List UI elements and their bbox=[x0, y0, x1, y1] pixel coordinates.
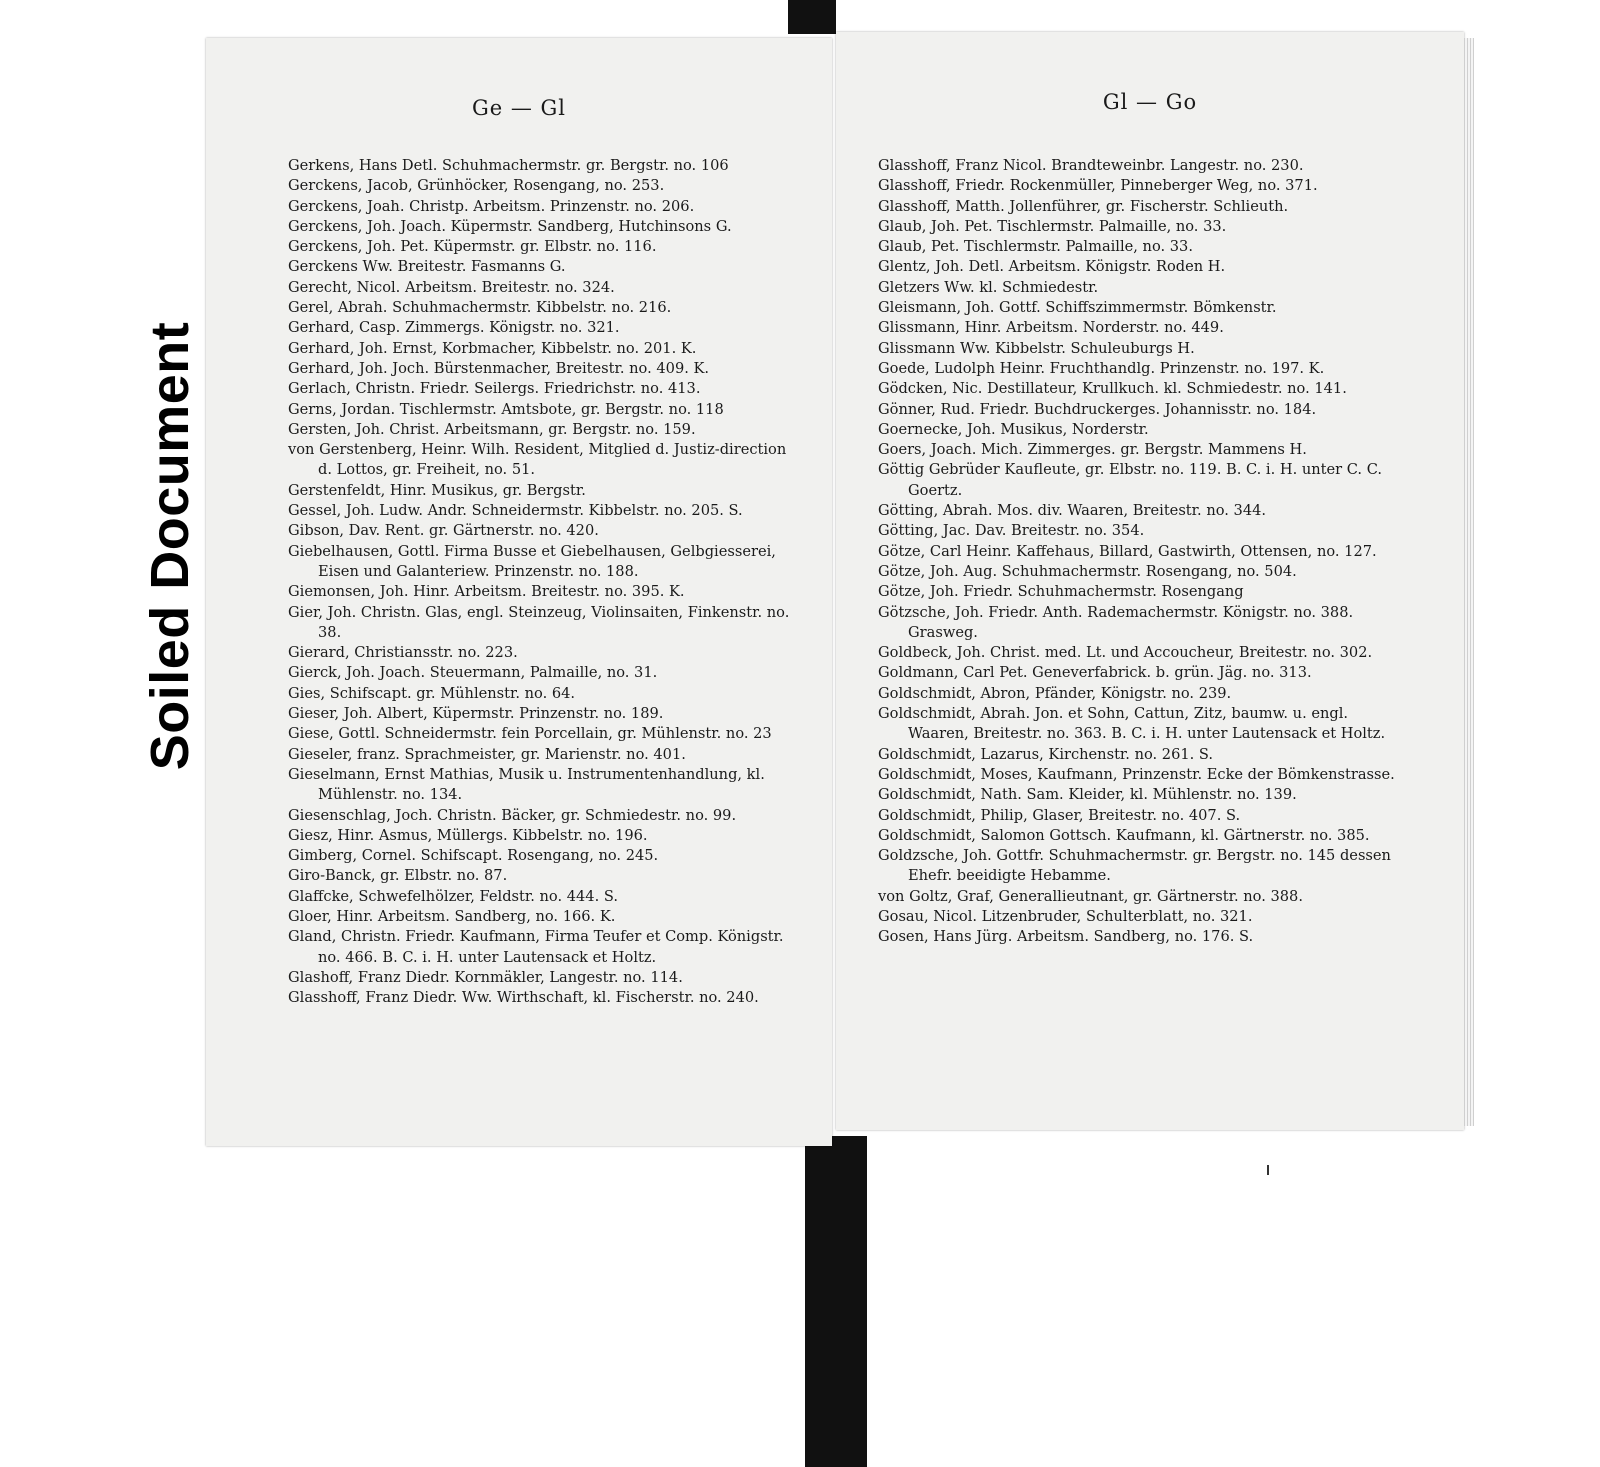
directory-entry: Giemonsen, Joh. Hinr. Arbeitsm. Breitestr. no. 395. K. bbox=[288, 583, 685, 601]
directory-entry: Götting, Abrah. Mos. div. Waaren, Breitestr. no. 344. bbox=[878, 502, 1267, 520]
directory-entry: Gerlach, Christn. Friedr. Seilergs. Friedrichstr. no. 413. bbox=[288, 380, 701, 398]
directory-entry: Goldbeck, Joh. Christ. med. Lt. und Accoucheur, Breitestr. no. 302. bbox=[878, 644, 1373, 662]
directory-entry: Goldschmidt, Abron, Pfänder, Königstr. no. 239. bbox=[878, 684, 1232, 702]
right-page bbox=[836, 32, 1464, 1130]
directory-entry: Götze, Joh. Aug. Schuhmachermstr. Rosengang, no. 504. bbox=[878, 562, 1297, 580]
soiled-document-label bbox=[126, 296, 214, 796]
directory-entry: Gierard, Christiansstr. no. 223. bbox=[288, 644, 518, 662]
directory-entry: Gödcken, Nic. Destillateur, Krullkuch. kl. Schmiedestr. no. 141. bbox=[878, 380, 1347, 398]
directory-entry: Goldmann, Carl Pet. Geneverfabrick. b. grün. Jäg. no. 313. bbox=[878, 664, 1312, 682]
directory-entry: Gerckens, Joh. Joach. Küpermstr. Sandberg, Hutchinsons G. bbox=[288, 217, 732, 235]
directory-entry: Glissmann, Hinr. Arbeitsm. Norderstr. no. 449. bbox=[878, 319, 1224, 337]
soiled-document-text: Soiled Document bbox=[140, 321, 200, 771]
directory-entry: Glaffcke, Schwefelhölzer, Feldstr. no. 444. S. bbox=[288, 887, 618, 905]
directory-entry: Gersten, Joh. Christ. Arbeitsmann, gr. Bergstr. no. 159. bbox=[288, 420, 696, 438]
directory-entry: Gerckens, Jacob, Grünhöcker, Rosengang, no. 253. bbox=[288, 177, 665, 195]
directory-entry: Giro-Banck, gr. Elbstr. no. 87. bbox=[288, 867, 508, 885]
directory-entry: Glaub, Pet. Tischlermstr. Palmaille, no. 33. bbox=[878, 238, 1193, 256]
directory-entry: Gerhard, Casp. Zimmergs. Königstr. no. 321. bbox=[288, 319, 620, 337]
directory-entry: Gerstenfeldt, Hinr. Musikus, gr. Bergstr. bbox=[288, 481, 586, 499]
directory-entry: Gerel, Abrah. Schuhmachermstr. Kibbelstr. no. 216. bbox=[288, 299, 672, 317]
directory-entry: Gieseler, franz. Sprachmeister, gr. Marienstr. no. 401. bbox=[288, 745, 686, 763]
directory-entry: Gosen, Hans Jürg. Arbeitsm. Sandberg, no. 176. S. bbox=[878, 928, 1254, 946]
directory-entry: Gloer, Hinr. Arbeitsm. Sandberg, no. 166. K. bbox=[288, 907, 616, 925]
directory-entry: Gierck, Joh. Joach. Steuermann, Palmaille, no. 31. bbox=[288, 664, 658, 682]
directory-entry: Götze, Carl Heinr. Kaffehaus, Billard, Gastwirth, Ottensen, no. 127. bbox=[878, 542, 1377, 560]
directory-entry: Gland, Christn. Friedr. Kaufmann, Firma Teufer et Comp. Königstr. no. 466. B. C. i. H. unter Lautensack et Holtz. bbox=[288, 928, 784, 966]
directory-entry: Gies, Schifscapt. gr. Mühlenstr. no. 64. bbox=[288, 684, 576, 702]
directory-entry: Gerckens, Joah. Christp. Arbeitsm. Prinzenstr. no. 206. bbox=[288, 197, 695, 215]
directory-entry: Gerecht, Nicol. Arbeitsm. Breitestr. no. 324. bbox=[288, 278, 615, 296]
directory-entry: Götting, Jac. Dav. Breitestr. no. 354. bbox=[878, 522, 1145, 540]
stray-mark bbox=[1267, 1165, 1269, 1175]
directory-entry: Gerckens, Joh. Pet. Küpermstr. gr. Elbstr. no. 116. bbox=[288, 238, 657, 256]
right-running-head: Gl — Go bbox=[1102, 90, 1198, 114]
directory-entry: Göttig Gebrüder Kaufleute, gr. Elbstr. no. 119. B. C. i. H. unter C. C. Goertz. bbox=[878, 461, 1382, 499]
binding-spine-bottom bbox=[805, 1136, 867, 1467]
directory-entry: Götzsche, Joh. Friedr. Anth. Rademachermstr. Königstr. no. 388. Grasweg. bbox=[878, 603, 1354, 641]
left-entry-list bbox=[206, 156, 832, 1008]
directory-entry: Gerckens Ww. Breitestr. Fasmanns G. bbox=[288, 258, 566, 276]
directory-entry: Giesz, Hinr. Asmus, Müllergs. Kibbelstr. no. 196. bbox=[288, 826, 648, 844]
right-entry-list bbox=[836, 156, 1464, 948]
directory-entry: Glissmann Ww. Kibbelstr. Schuleuburgs H. bbox=[878, 339, 1195, 357]
directory-entry: Glaub, Joh. Pet. Tischlermstr. Palmaille, no. 33. bbox=[878, 217, 1227, 235]
directory-entry: Glasshoff, Franz Nicol. Brandteweinbr. Langestr. no. 230. bbox=[878, 157, 1304, 174]
directory-entry: Götze, Joh. Friedr. Schuhmachermstr. Rosengang bbox=[878, 583, 1244, 601]
directory-entry: Gleismann, Joh. Gottf. Schiffszimmermstr. Bömkenstr. bbox=[878, 299, 1277, 317]
directory-entry: Gieselmann, Ernst Mathias, Musik u. Instrumentenhandlung, kl. Mühlenstr. no. 134. bbox=[288, 765, 765, 804]
directory-entry: Gibson, Dav. Rent. gr. Gärtnerstr. no. 420. bbox=[288, 522, 599, 540]
directory-entry: Glasshoff, Franz Diedr. Ww. Wirthschaft, kl. Fischerstr. no. 240. bbox=[288, 989, 759, 1007]
directory-entry: Giese, Gottl. Schneidermstr. fein Porcellain, gr. Mühlenstr. no. 23 bbox=[288, 725, 772, 743]
directory-entry: Gerhard, Joh. Ernst, Korbmacher, Kibbelstr. no. 201. K. bbox=[288, 339, 697, 357]
directory-entry: Goldschmidt, Abrah. Jon. et Sohn, Cattun, Zitz, baumw. u. engl. Waaren, Breitestr. no. 363. B. C. i. H. unter Lautensack et Holtz. bbox=[878, 705, 1386, 743]
directory-entry: Giebelhausen, Gottl. Firma Busse et Giebelhausen, Gelbgiesserei, Eisen und Galanteriew. Prinzenstr. no. 188. bbox=[288, 542, 776, 580]
binding-spine-top bbox=[788, 0, 836, 34]
directory-entry: Gerhard, Joh. Joch. Bürstenmacher, Breitestr. no. 409. K. bbox=[288, 359, 710, 377]
directory-entry: Gier, Joh. Christn. Glas, engl. Steinzeug, Violinsaiten, Finkenstr. no. 38. bbox=[288, 603, 790, 641]
directory-entry: Goldschmidt, Lazarus, Kirchenstr. no. 261. S. bbox=[878, 745, 1214, 763]
directory-entry: Gerkens, Hans Detl. Schuhmachermstr. gr. Bergstr. no. 106 bbox=[288, 157, 729, 174]
directory-entry: Goldschmidt, Salomon Gottsch. Kaufmann, kl. Gärtnerstr. no. 385. bbox=[878, 826, 1370, 844]
directory-entry: Gessel, Joh. Ludw. Andr. Schneidermstr. Kibbelstr. no. 205. S. bbox=[288, 502, 743, 520]
directory-entry: Glashoff, Franz Diedr. Kornmäkler, Langestr. no. 114. bbox=[288, 968, 683, 986]
directory-entry: Goldschmidt, Moses, Kaufmann, Prinzenstr. Ecke der Bömkenstrasse. bbox=[878, 765, 1395, 783]
directory-entry: von Gerstenberg, Heinr. Wilh. Resident, Mitglied d. Justiz-direction d. Lottos, gr. Freiheit, no. 51. bbox=[288, 441, 787, 479]
directory-entry: Glasshoff, Matth. Jollenführer, gr. Fischerstr. Schlieuth. bbox=[878, 197, 1289, 215]
directory-entry: Gerns, Jordan. Tischlermstr. Amtsbote, gr. Bergstr. no. 118 bbox=[288, 400, 724, 418]
directory-entry: Glasshoff, Friedr. Rockenmüller, Pinneberger Weg, no. 371. bbox=[878, 177, 1318, 195]
directory-entry: Goldschmidt, Philip, Glaser, Breitestr. no. 407. S. bbox=[878, 806, 1241, 824]
left-running-head: Ge — Gl bbox=[471, 96, 567, 120]
directory-entry: Goers, Joach. Mich. Zimmerges. gr. Bergstr. Mammens H. bbox=[878, 441, 1307, 459]
directory-entry: Gönner, Rud. Friedr. Buchdruckerges. Johannisstr. no. 184. bbox=[878, 400, 1317, 418]
directory-entry: Goede, Ludolph Heinr. Fruchthandlg. Prinzenstr. no. 197. K. bbox=[878, 359, 1325, 377]
directory-entry: Giesenschlag, Joch. Christn. Bäcker, gr. Schmiedestr. no. 99. bbox=[288, 806, 737, 824]
directory-entry: Goldschmidt, Nath. Sam. Kleider, kl. Mühlenstr. no. 139. bbox=[878, 786, 1297, 804]
directory-entry: Gieser, Joh. Albert, Küpermstr. Prinzenstr. no. 189. bbox=[288, 705, 664, 723]
directory-entry: von Goltz, Graf, Generallieutnant, gr. Gärtnerstr. no. 388. bbox=[878, 887, 1303, 905]
directory-entry: Goernecke, Joh. Musikus, Norderstr. bbox=[878, 420, 1149, 438]
directory-entry: Gimberg, Cornel. Schifscapt. Rosengang, no. 245. bbox=[288, 847, 659, 865]
left-page bbox=[206, 38, 832, 1146]
directory-entry: Gletzers Ww. kl. Schmiedestr. bbox=[878, 278, 1099, 296]
directory-entry: Gosau, Nicol. Litzenbruder, Schulterblatt, no. 321. bbox=[878, 907, 1253, 925]
directory-entry: Glentz, Joh. Detl. Arbeitsm. Königstr. Roden H. bbox=[878, 258, 1226, 276]
directory-entry: Goldzsche, Joh. Gottfr. Schuhmachermstr. gr. Bergstr. no. 145 dessen Ehefr. beeidigte Hebamme. bbox=[878, 847, 1391, 885]
